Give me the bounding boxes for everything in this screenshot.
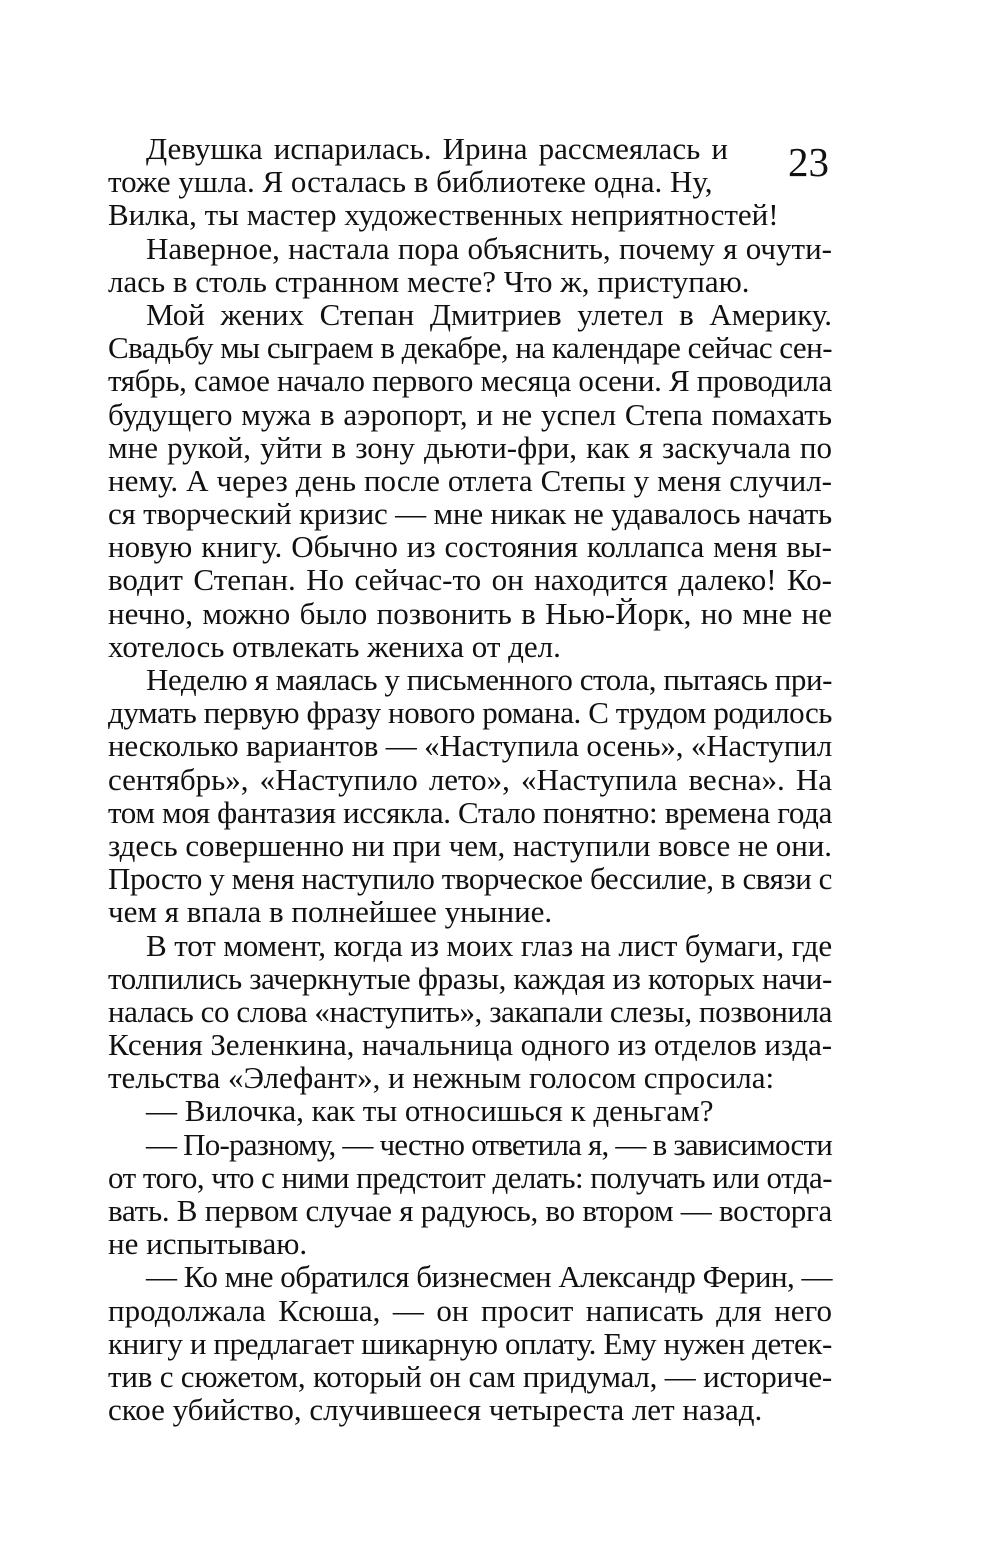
text-line: тябрь, самое начало первого месяца осени. Я проводила	[108, 363, 832, 399]
text-line: толпились зачеркнутые фразы, каждая из которых начи-	[108, 960, 832, 996]
text-line: продолжала Ксюша, — он просит написать для него	[108, 1292, 832, 1328]
text-line: вать. В первом случае я радуюсь, во втором — восторга	[108, 1193, 832, 1228]
text-line: Просто у меня наступило творческое бессилие, в связи с	[108, 861, 832, 897]
text-line: лась в столь странном месте? Что ж, приступаю.	[108, 263, 750, 299]
text-line: хотелось отвлекать жениха от дел.	[108, 628, 561, 664]
text-line: Ксения Зеленкина, начальница одного из отделов изда-	[108, 1027, 832, 1063]
text-line: от того, что с ними предстоит делать: получать или отда-	[108, 1159, 832, 1195]
text-line: несколько вариантов — «Наступила осень», «Наступил	[108, 728, 832, 764]
text-line: будущего мужа в аэропорт, и не успел Степа помахать	[108, 396, 832, 432]
text-line: Мой жених Степан Дмитриев улетел в Америку.	[146, 296, 832, 332]
text-line: водит Степан. Но сейчас-то он находится далеко! Ко-	[108, 562, 832, 598]
text-line: налась со слова «наступить», закапали слезы, позвонила	[108, 993, 832, 1029]
page-number: 23	[788, 139, 829, 185]
text-line: тельства «Элефант», и нежным голосом спросила:	[108, 1060, 775, 1096]
text-line: — Ко мне обратился бизнесмен Александр Ферин, —	[146, 1259, 832, 1295]
text-line: Неделю я маялась у письменного стола, пытаясь при-	[146, 662, 832, 697]
text-line: Наверное, настала пора объяснить, почему я очути-	[146, 230, 832, 266]
body-text	[108, 132, 832, 1426]
text-line: ся творческий кризис — мне никак не удавалось начать	[108, 496, 833, 532]
text-line: тоже ушла. Я осталась в библиотеке одна. Ну,	[108, 164, 713, 200]
text-line: — Вилочка, как ты относишься к деньгам?	[146, 1093, 714, 1129]
text-line: сентябрь», «Наступило лето», «Наступила весна». На	[108, 761, 832, 797]
text-line: том моя фантазия иссякла. Стало понятно: времена года	[108, 794, 832, 830]
text-line: Свадьбу мы сыграем в декабре, на календаре сейчас сен-	[108, 330, 832, 366]
text-line: тив с сюжетом, который он сам придумал, — историче-	[108, 1358, 832, 1394]
text-line: В тот момент, когда из моих глаз на лист бумаги, где	[146, 927, 832, 963]
text-line: мне рукой, уйти в зону дьюти-фри, как я заскучала по	[108, 429, 832, 465]
text-line: нему. А через день после отлета Степы у меня случил-	[108, 462, 832, 498]
text-line: — По-разному, — честно ответила я, — в зависимости	[146, 1126, 832, 1162]
text-line: здесь совершенно ни при чем, наступили вовсе не они.	[108, 827, 832, 863]
text-line: Вилка, ты мастер художественных неприятностей!	[108, 197, 779, 233]
text-line: новую книгу. Обычно из состояния коллапса меня вы-	[108, 529, 832, 565]
text-line: Девушка испарилась. Ирина рассмеялась и	[146, 131, 728, 166]
text-line: не испытываю.	[108, 1226, 308, 1262]
text-line: думать первую фразу нового романа. С трудом родилось	[108, 695, 832, 731]
text-line: нечно, можно было позвонить в Нью-Йорк, но мне не	[108, 595, 832, 631]
text-line: книгу и предлагает шикарную оплату. Ему нужен детек-	[108, 1325, 832, 1361]
text-line: чем я впала в полнейшее уныние.	[108, 894, 553, 930]
text-line: ское убийство, случившееся четыреста лет назад.	[108, 1392, 763, 1428]
